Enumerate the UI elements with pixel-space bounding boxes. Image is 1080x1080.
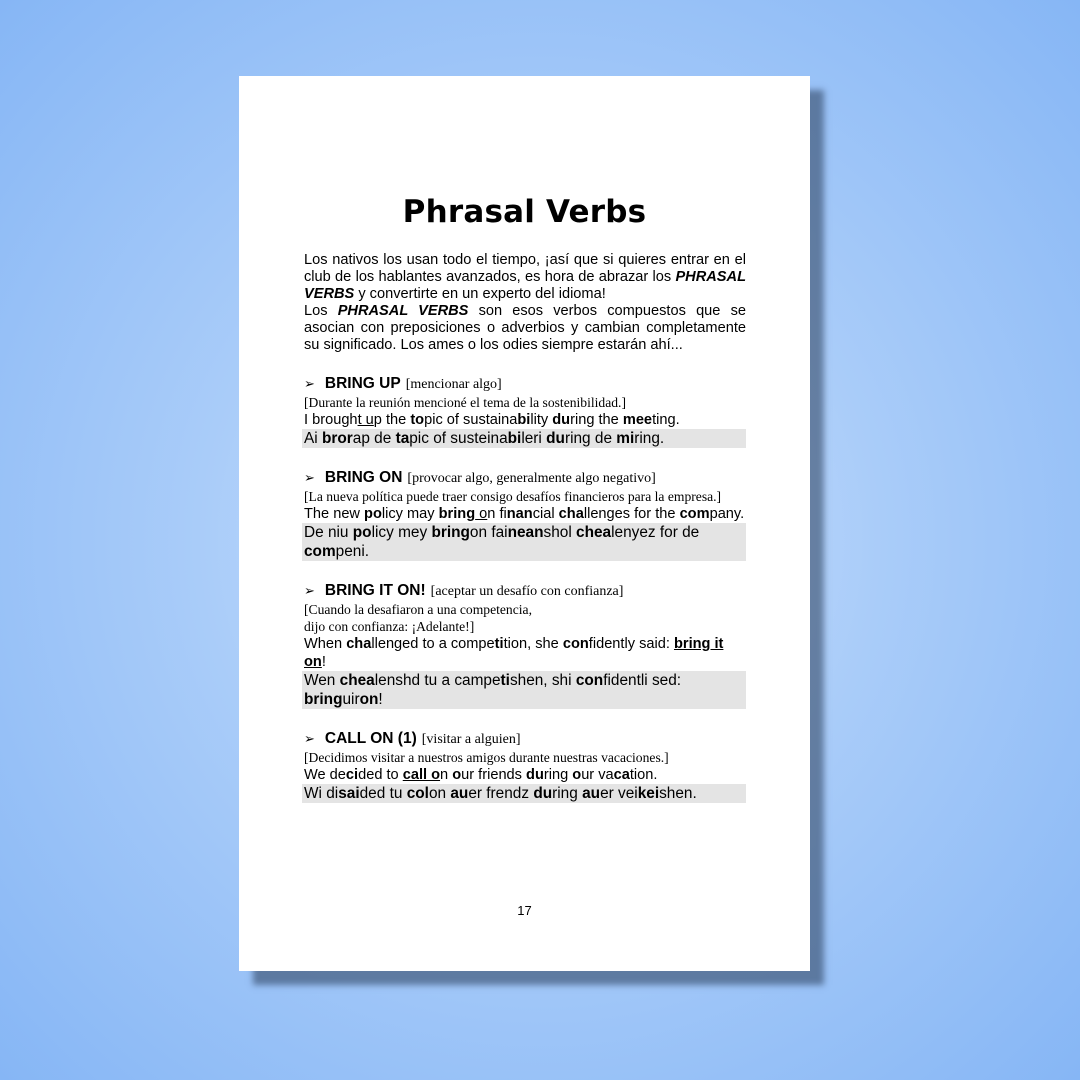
- entry-call-on-1: [304, 729, 746, 803]
- pron-segment: er vei: [600, 785, 638, 802]
- intro-text-segment: Los: [304, 303, 338, 319]
- stress-segment: du: [533, 785, 553, 802]
- stress-segment: ta: [395, 430, 410, 447]
- example-segment: llenged to a compe: [371, 636, 495, 652]
- verb-gloss: [mencionar algo]: [405, 377, 502, 392]
- intro-paragraph-2: [304, 303, 746, 354]
- stress-segment: bring: [438, 506, 476, 522]
- pronunciation-line: [302, 429, 746, 448]
- intro-text-segment: y convertirte en un experto del idioma!: [354, 286, 606, 302]
- pron-segment: !: [378, 691, 383, 708]
- entry-heading: [304, 374, 746, 394]
- stress-segment: bring: [304, 691, 343, 708]
- english-example: [304, 635, 746, 671]
- intro-emphasis: PHRASAL VERBS: [337, 303, 469, 319]
- english-example: [304, 766, 746, 784]
- pron-segment: ring.: [634, 430, 665, 447]
- arrow-bullet-icon: ➢: [304, 731, 315, 746]
- pron-segment: ap de: [352, 430, 396, 447]
- example-segment: cial: [532, 506, 559, 522]
- example-segment: licy may: [381, 506, 439, 522]
- example-segment: ting.: [652, 412, 680, 428]
- english-example: [304, 411, 746, 429]
- intro-text: [304, 252, 746, 354]
- example-segment: pany.: [709, 506, 745, 522]
- example-segment: tion, she: [503, 636, 563, 652]
- example-segment: n fi: [487, 506, 507, 522]
- stress-segment: ci: [345, 767, 359, 783]
- pronunciation-line: [302, 671, 746, 709]
- pron-segment: ring: [552, 785, 583, 802]
- example-segment: ur va: [581, 767, 614, 783]
- phrasal-verb: BRING IT ON!: [324, 582, 426, 599]
- arrow-bullet-icon: ➢: [304, 470, 315, 485]
- stress-segment: bring: [431, 524, 470, 541]
- entry-heading: [304, 729, 746, 749]
- stress-segment: on: [359, 691, 379, 708]
- stress-segment: du: [526, 767, 544, 783]
- pron-segment: leri: [521, 430, 547, 447]
- entry-bring-on: [304, 468, 746, 561]
- page-title: Phrasal Verbs: [402, 194, 647, 230]
- pron-segment: lenyez for de: [611, 524, 700, 541]
- example-segment: ur friends: [461, 767, 527, 783]
- stress-segment: bror: [321, 430, 353, 447]
- example-segment: o: [475, 506, 488, 522]
- pron-segment: on fai: [469, 524, 508, 541]
- example-segment: We de: [304, 767, 346, 783]
- example-segment: !: [321, 654, 326, 670]
- stress-segment: call o: [402, 767, 441, 783]
- book-page: [239, 76, 810, 971]
- example-segment: When: [304, 636, 347, 652]
- intro-text-segment: Los nativos los usan todo el tiempo, ¡así que si quieres entrar en el club de los hablantes avanzados, es hora de abrazar los: [304, 252, 746, 285]
- stress-segment: cha: [346, 636, 372, 652]
- stress-segment: to: [410, 412, 425, 428]
- stress-segment: mi: [616, 430, 635, 447]
- entry-heading: [304, 581, 746, 601]
- example-segment: llenges for the: [583, 506, 680, 522]
- pron-segment: on: [428, 785, 451, 802]
- english-example: [304, 505, 746, 523]
- example-segment: ring: [543, 767, 573, 783]
- pron-segment: ring de: [564, 430, 617, 447]
- pron-segment: lenshd tu a campe: [374, 672, 501, 689]
- pron-segment: Wi di: [304, 785, 339, 802]
- stress-segment: nean: [507, 524, 544, 541]
- arrow-bullet-icon: ➢: [304, 583, 315, 598]
- verb-gloss: [aceptar un desafío con confianza]: [430, 584, 624, 599]
- entry-bring-it-on: [304, 581, 746, 709]
- phrasal-verb: BRING UP: [324, 375, 401, 392]
- stress-segment: po: [352, 524, 372, 541]
- stress-segment: ti: [500, 672, 510, 689]
- pron-segment: licy mey: [371, 524, 432, 541]
- stress-segment: au: [450, 785, 469, 802]
- stress-segment: bring it on: [304, 636, 724, 670]
- spanish-translation: [Durante la reunión mencioné el tema de la sostenibilidad.]: [304, 395, 626, 410]
- example-segment: n: [440, 767, 453, 783]
- example-segment: t u: [357, 412, 374, 428]
- pron-segment: Wen: [304, 672, 340, 689]
- pron-segment: fidentli sed:: [603, 672, 682, 689]
- pron-segment: peni.: [335, 543, 370, 560]
- stress-segment: bi: [507, 430, 522, 447]
- spanish-translation: [Decidimos visitar a nuestros amigos durante nuestras vacaciones.]: [304, 750, 669, 765]
- stress-segment: kei: [637, 785, 660, 802]
- stress-segment: au: [582, 785, 601, 802]
- pron-segment: ded tu: [359, 785, 407, 802]
- stress-segment: chea: [339, 672, 375, 689]
- example-segment: p the: [373, 412, 411, 428]
- stress-segment: o: [572, 767, 582, 783]
- stress-segment: nan: [506, 506, 533, 522]
- pron-segment: pic of susteina: [409, 430, 508, 447]
- pron-segment: De niu: [304, 524, 353, 541]
- pron-segment: shol: [543, 524, 577, 541]
- pronunciation-line: [302, 523, 746, 561]
- stress-segment: col: [406, 785, 429, 802]
- stress-segment: com: [304, 543, 336, 560]
- pron-segment: shen.: [659, 785, 697, 802]
- intro-emphasis: PHRASAL VERBS: [304, 269, 746, 302]
- intro-paragraph-1: [304, 252, 746, 303]
- pron-segment: er frendz: [468, 785, 534, 802]
- example-segment: I brough: [304, 412, 358, 428]
- verb-gloss: [provocar algo, generalmente algo negativo]: [407, 471, 656, 486]
- entry-heading: [304, 468, 746, 488]
- example-segment: The new: [304, 506, 365, 522]
- page-content: [304, 252, 746, 803]
- stress-segment: sai: [338, 785, 360, 802]
- stress-segment: mee: [622, 412, 653, 428]
- example-segment: pic of sustaina: [424, 412, 518, 428]
- spanish-translation: dijo con confianza: ¡Adelante!]: [304, 619, 475, 634]
- stress-segment: du: [546, 430, 565, 447]
- stress-segment: ti: [494, 636, 504, 652]
- stress-segment: ca: [613, 767, 630, 783]
- entry-bring-up: [304, 374, 746, 448]
- stress-segment: bi: [517, 412, 531, 428]
- arrow-bullet-icon: ➢: [304, 376, 315, 391]
- stress-segment: o: [452, 767, 462, 783]
- verb-gloss: [visitar a alguien]: [421, 732, 521, 747]
- pron-segment: shen, shi: [509, 672, 576, 689]
- spanish-translation: [Cuando la desafiaron a una competencia,: [304, 602, 532, 617]
- stress-segment: con: [562, 636, 589, 652]
- stress-segment: com: [679, 506, 710, 522]
- pron-segment: Ai: [304, 430, 322, 447]
- example-segment: lity: [530, 412, 553, 428]
- example-segment: tion.: [629, 767, 658, 783]
- pron-segment: uir: [342, 691, 360, 708]
- stress-segment: du: [552, 412, 571, 428]
- spanish-translation: [La nueva política puede traer consigo desafíos financieros para la empresa.]: [304, 489, 722, 504]
- intro-text-segment: son esos verbos compuestos que se asocian con preposiciones o adverbios y cambian completamente su significado. Los ames o los odies siempre estarán ahí...: [304, 303, 746, 353]
- phrasal-verb: BRING ON: [324, 469, 403, 486]
- stress-segment: chea: [576, 524, 612, 541]
- pronunciation-line: [302, 784, 746, 803]
- stress-segment: con: [575, 672, 604, 689]
- example-segment: ring the: [570, 412, 623, 428]
- phrasal-verb: CALL ON (1): [324, 730, 417, 747]
- page-number: 17: [517, 903, 532, 918]
- stress-segment: po: [364, 506, 382, 522]
- stress-segment: cha: [558, 506, 584, 522]
- example-segment: ded to: [358, 767, 403, 783]
- example-segment: fidently said:: [588, 636, 674, 652]
